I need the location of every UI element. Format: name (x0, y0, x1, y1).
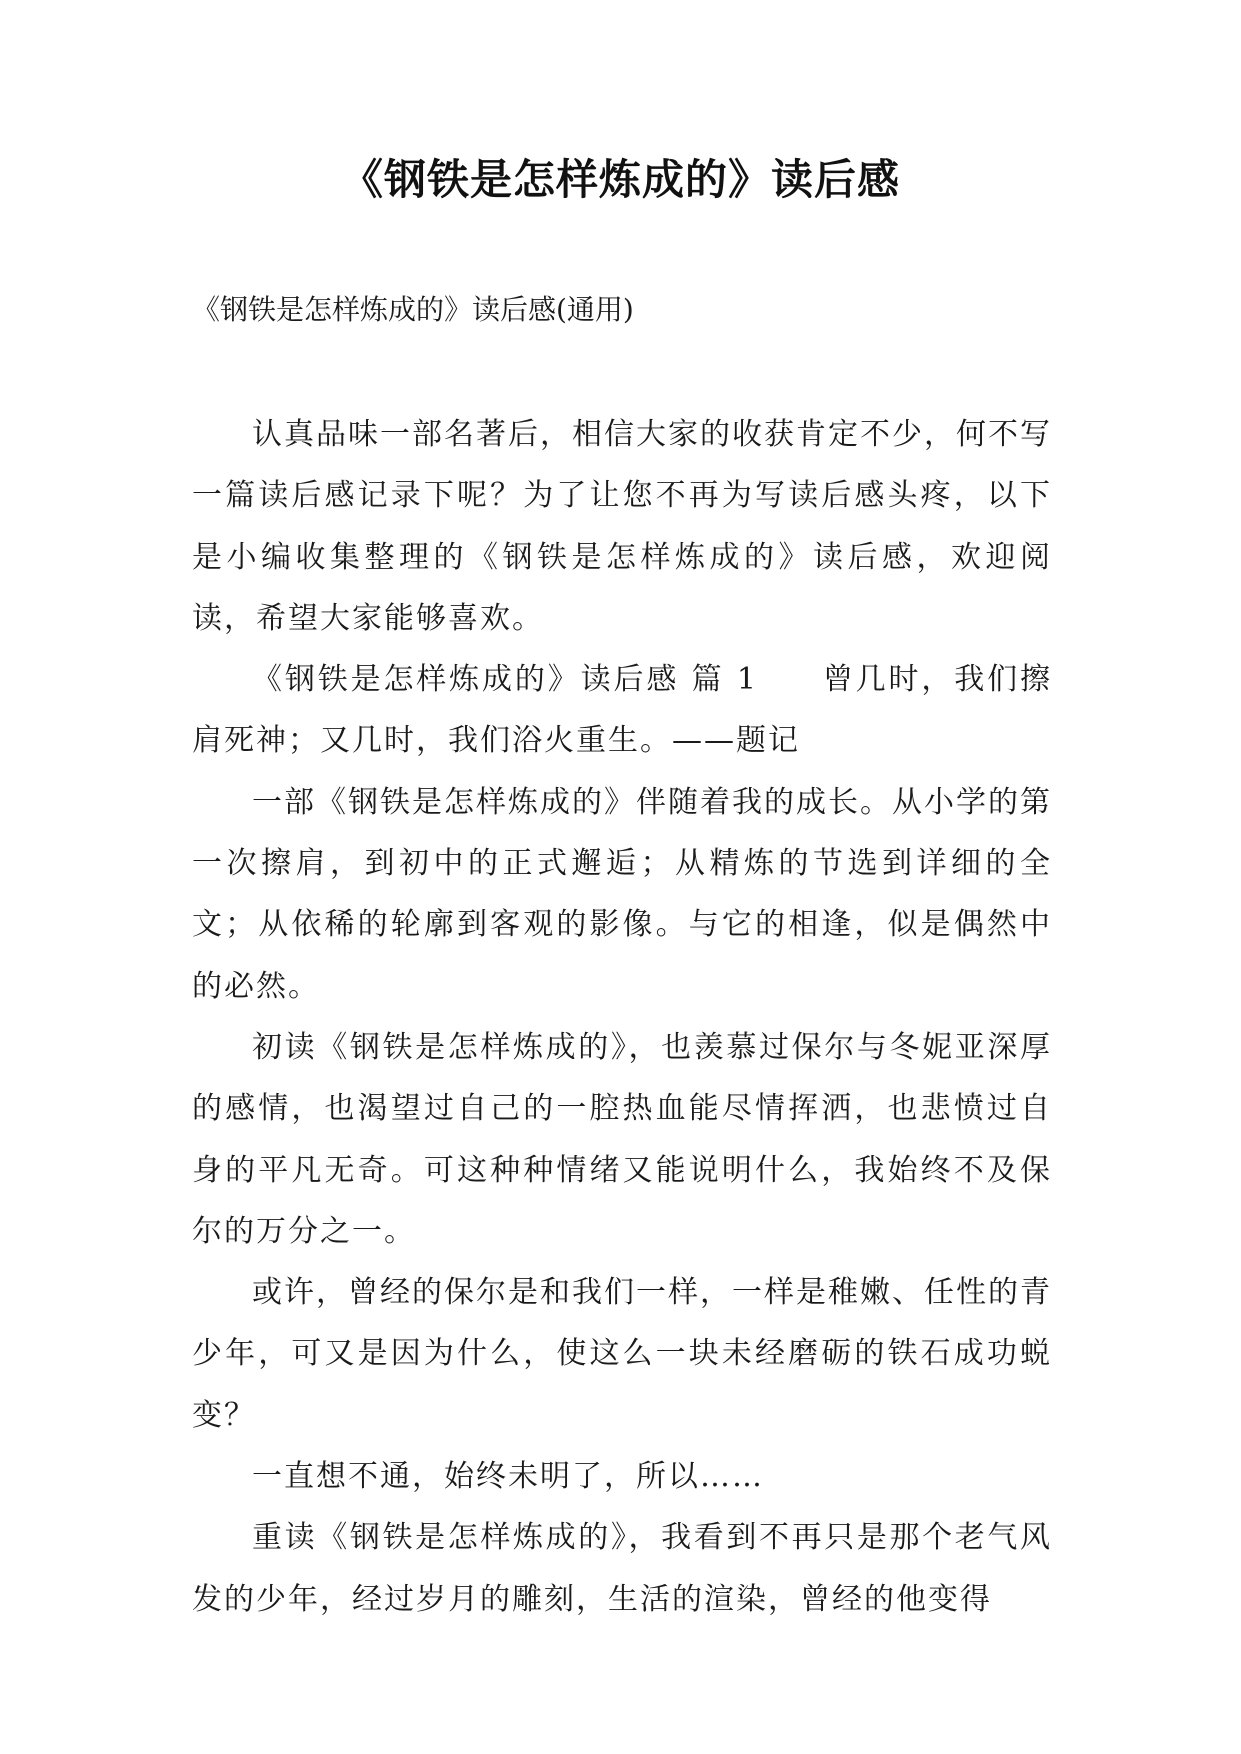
paragraph-intro: 认真品味一部名著后，相信大家的收获肯定不少，何不写一篇读后感记录下呢？为了让您不再为写读后感头疼，以下是小编收集整理的《钢铁是怎样炼成的》读后感，欢迎阅读，希望大家能够喜欢。 (192, 417, 1052, 636)
paragraph-6: 重读《钢铁是怎样炼成的》，我看到不再只是那个老气风发的少年，经过岁月的雕刻，生活的渲染，曾经的他变得 (192, 1520, 1052, 1617)
document-title: 《钢铁是怎样炼成的》读后感 (340, 155, 900, 204)
paragraph-5: 一直想不通，始终未明了，所以…… (252, 1459, 764, 1495)
section-heading: 《钢铁是怎样炼成的》读后感 篇 1 (252, 662, 758, 698)
section-epigraph: 曾几时，我们擦肩死神；又几时，我们浴火重生。——题记 (192, 662, 1052, 759)
document-body (192, 404, 1052, 1630)
paragraph-section-heading (192, 649, 1052, 772)
paragraph-2: 一部《钢铁是怎样炼成的》伴随着我的成长。从小学的第一次擦肩，到初中的正式邂逅；从精炼的节选到详细的全文；从依稀的轮廓到客观的影像。与它的相逢，似是偶然中的必然。 (192, 784, 1052, 1004)
document-subtitle: 《钢铁是怎样炼成的》读后感(通用) (192, 293, 634, 326)
paragraph-3: 初读《钢铁是怎样炼成的》，也羡慕过保尔与冬妮亚深厚的感情，也渴望过自己的一腔热血能尽情挥洒，也悲愤过自身的平凡无奇。可这种种情绪又能说明什么，我始终不及保尔的万分之一。 (192, 1029, 1052, 1249)
paragraph-4: 或许，曾经的保尔是和我们一样，一样是稚嫩、任性的青少年，可又是因为什么，使这么一块未经磨砺的铁石成功蜕变？ (192, 1275, 1052, 1433)
